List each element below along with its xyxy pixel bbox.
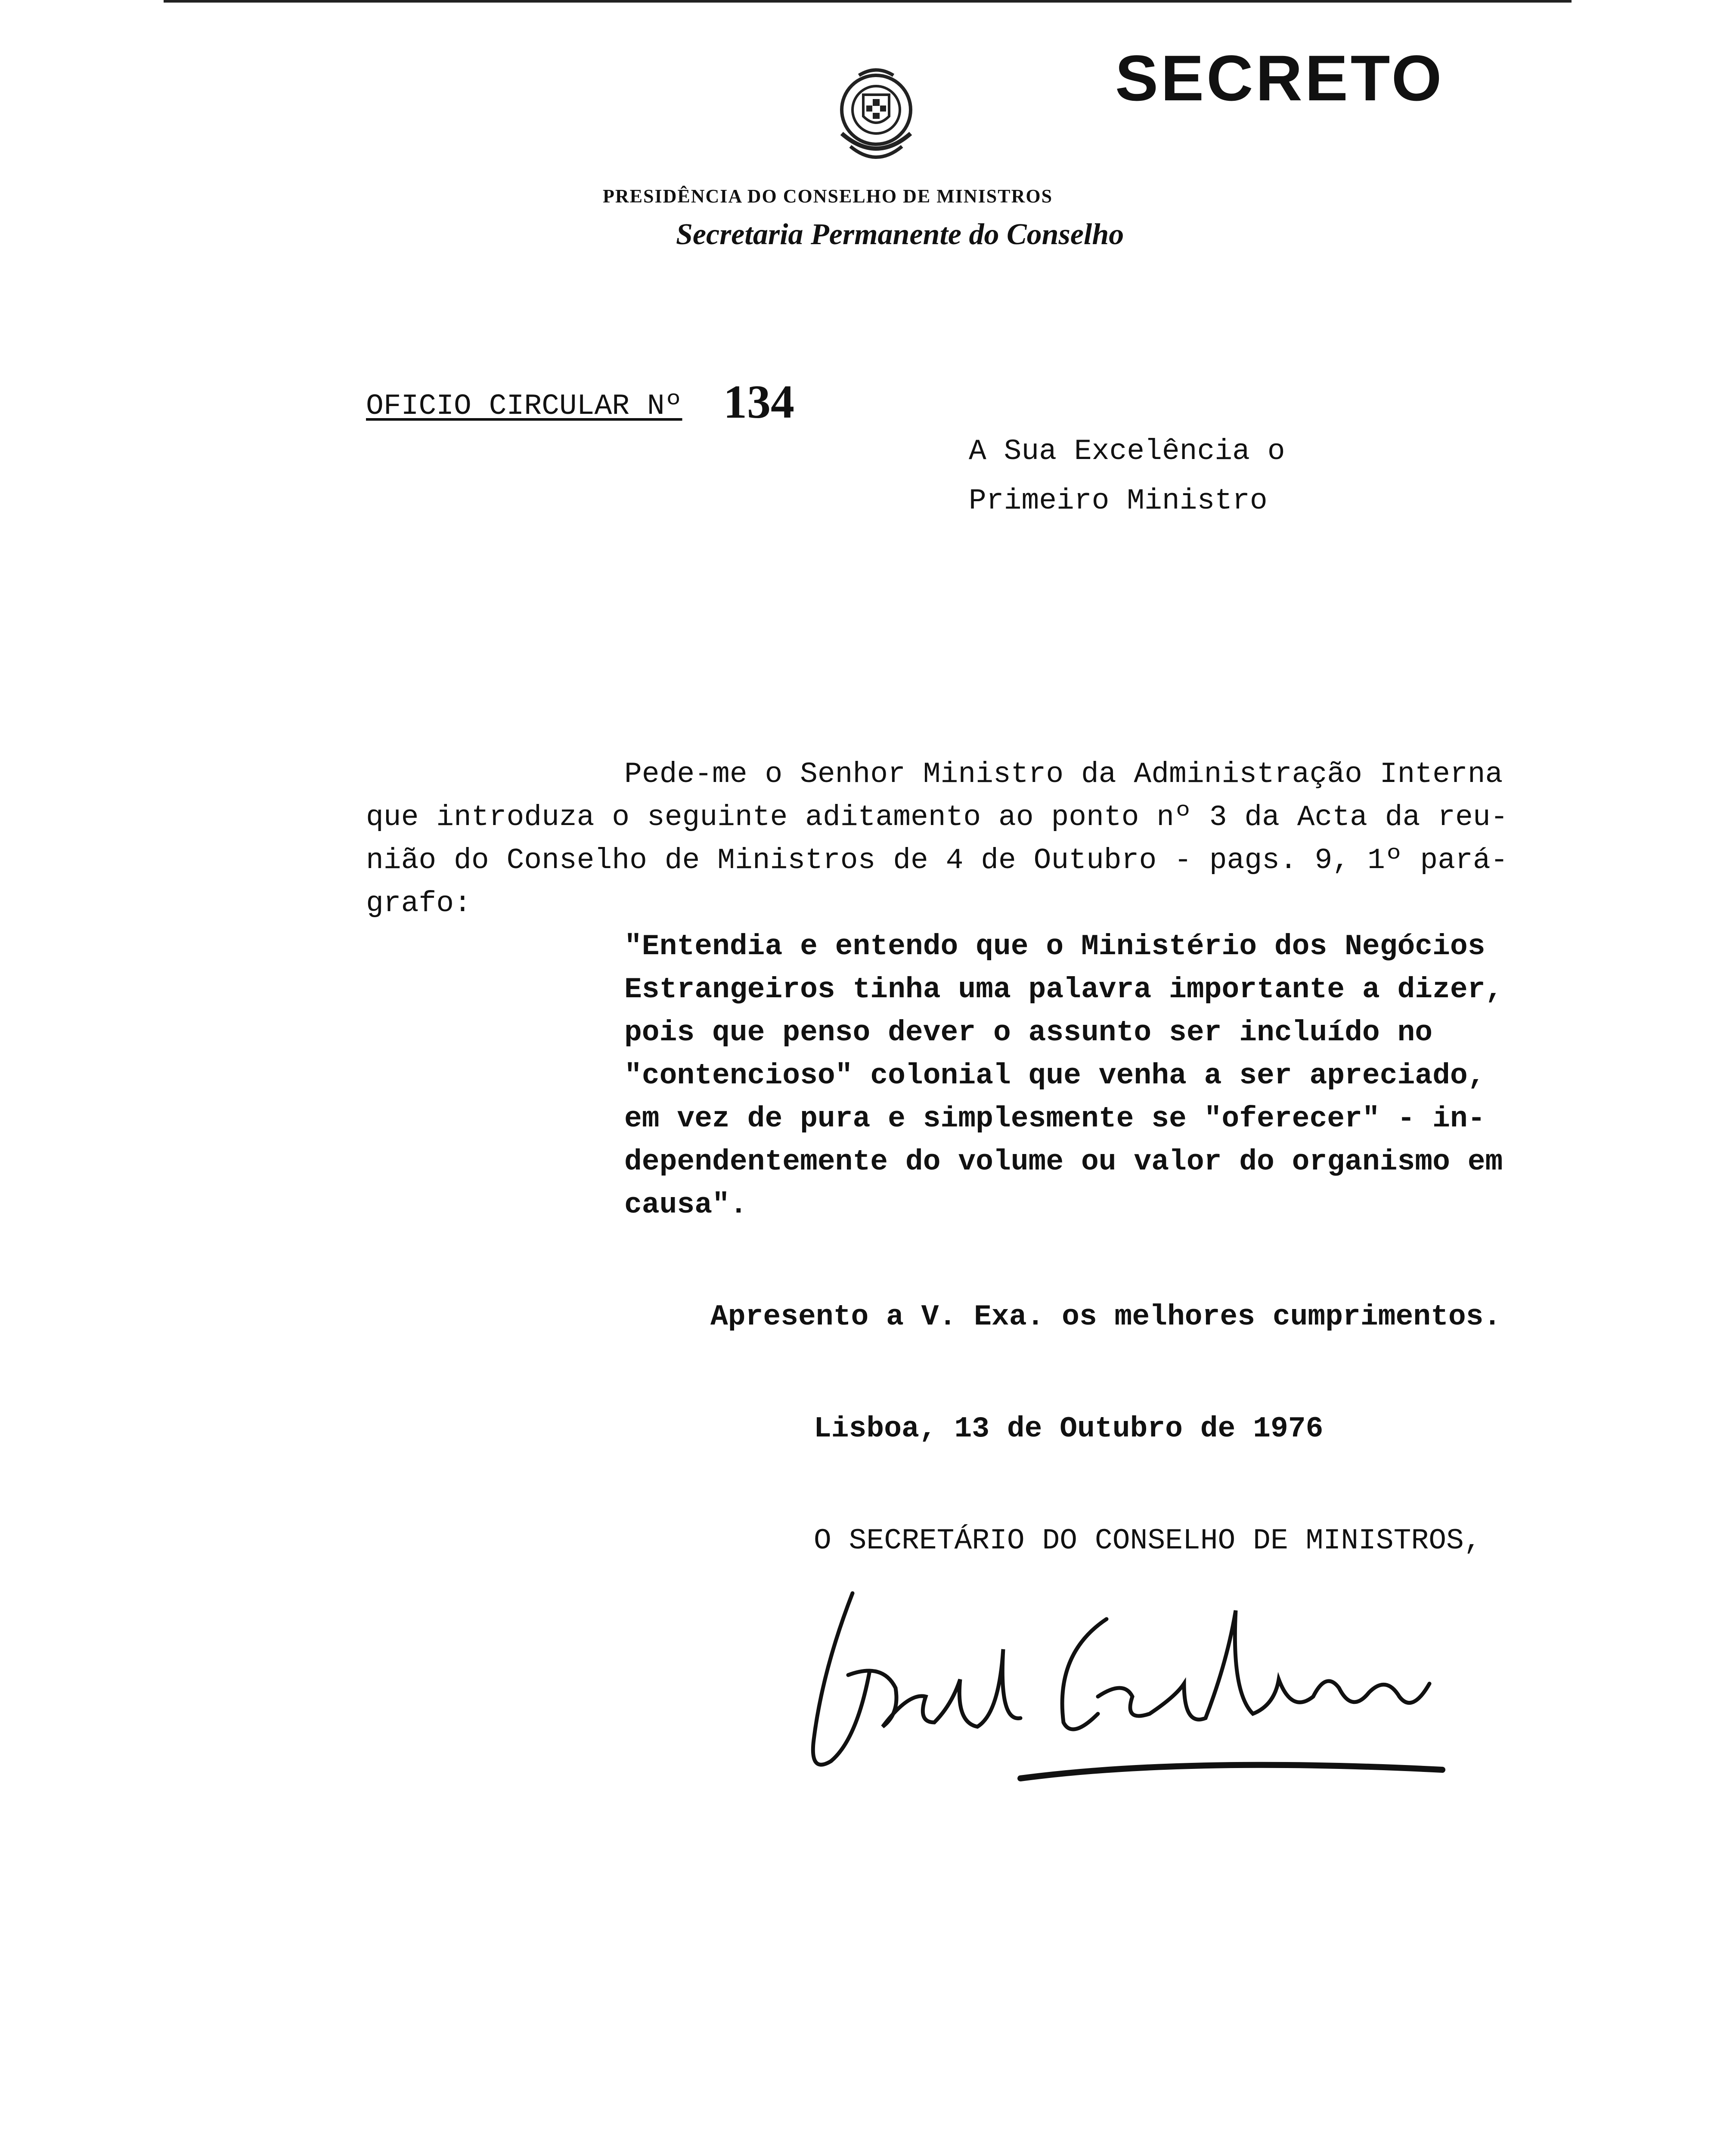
body-line: grafo: — [366, 887, 471, 920]
quote-line: Estrangeiros tinha uma palavra importante a dizer, — [624, 973, 1503, 1006]
body-line: nião do Conselho de Ministros de 4 de Outubro - pags. 9, 1º pará- — [366, 844, 1508, 877]
recipient-line-2: Primeiro Ministro — [969, 484, 1268, 518]
organization-name: PRESIDÊNCIA DO CONSELHO DE MINISTROS — [603, 186, 1053, 207]
closing-salutation: Apresento a V. Exa. os melhores cumprimentos. — [710, 1300, 1501, 1334]
coat-of-arms-icon — [825, 65, 928, 172]
place-and-date: Lisboa, 13 de Outubro de 1976 — [814, 1412, 1324, 1446]
quote-line: "Entendia e entendo que o Ministério dos Negócios — [624, 930, 1485, 963]
signer-title: O SECRETÁRIO DO CONSELHO DE MINISTROS, — [814, 1524, 1482, 1557]
quote-line: em vez de pura e simplesmente se "oferecer" - in- — [624, 1102, 1485, 1135]
quote-line: dependentemente do volume ou valor do organismo em — [624, 1145, 1503, 1179]
department-name: Secretaria Permanente do Conselho — [676, 218, 1124, 251]
body-line: Pede-me o Senhor Ministro da Administração Interna — [624, 758, 1503, 791]
quote-line: "contencioso" colonial que venha a ser apreciado, — [624, 1059, 1485, 1092]
handwritten-signature — [797, 1585, 1485, 1843]
quote-line: causa". — [624, 1188, 747, 1222]
top-border-line — [164, 0, 1572, 3]
classification-stamp: SECRETO — [1115, 42, 1445, 114]
body-line: que introduza o seguinte aditamento ao ponto nº 3 da Acta da reu- — [366, 801, 1508, 834]
quote-line: pois que penso dever o assunto ser incluído no — [624, 1016, 1433, 1049]
circular-number: 134 — [723, 375, 794, 428]
recipient-line-1: A Sua Excelência o — [969, 435, 1285, 468]
circular-label: OFICIO CIRCULAR Nº — [366, 390, 682, 423]
